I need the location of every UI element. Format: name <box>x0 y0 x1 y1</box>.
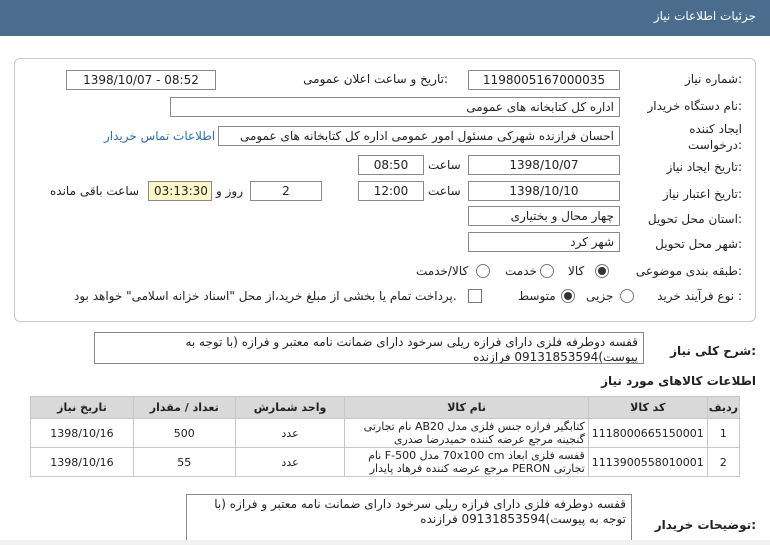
cell-row: 1 <box>707 419 739 448</box>
summary-label: شرح کلی نیاز: <box>670 344 756 358</box>
requester-label-line1: ایجاد کننده <box>689 122 742 136</box>
cell-code: 1118000665150001 <box>588 419 707 448</box>
announce-datetime-label: تاریخ و ساعت اعلان عمومی: <box>303 72 448 86</box>
remaining-label: ساعت باقی مانده <box>50 184 140 198</box>
category-label: طبقه بندی موضوعی: <box>635 264 742 278</box>
process-option-medium: متوسط <box>518 289 556 303</box>
process-radio-minor[interactable] <box>620 289 634 303</box>
validity-date-label: تاریخ اعتبار نیاز: <box>662 187 742 201</box>
requester-field[interactable]: احسان فرازنده شهرکی مسئول امور عمومی اداره کل کتابخانه های عمومی <box>218 126 620 146</box>
cell-name: قفسه فلزی ابعاد 70x100 cm مدل F-500 نام تجارتی PERON مرجع عرضه کننده فرهاد پایدار <box>345 448 588 477</box>
remaining-time-field: 03:13:30 <box>148 181 212 201</box>
cell-name: کتابگیر فرازه جنس فلزی مدل AB20 نام تجارتی گنجینه مرجع عرضه کننده حمیدرضا صدری <box>345 419 588 448</box>
buyer-notes-label: توضیحات خریدار: <box>654 518 756 532</box>
treasury-text: پرداخت تمام یا بخشی از مبلغ خرید،از محل "اسناد خزانه اسلامی" خواهد بود. <box>74 289 457 303</box>
process-option-minor: جزیی <box>586 289 614 303</box>
col-qty: تعداد / مقدار <box>133 397 235 419</box>
process-label: نوع فرآیند خرید : <box>657 289 742 303</box>
created-time-label: ساعت <box>428 158 461 172</box>
validity-date-field[interactable]: 1398/10/10 <box>468 181 620 201</box>
need-number-label: شماره نیاز: <box>684 72 742 86</box>
treasury-checkbox[interactable] <box>468 289 482 303</box>
cell-date: 1398/10/16 <box>31 448 134 477</box>
goods-table-header <box>31 397 740 419</box>
validity-time-field[interactable]: 12:00 <box>358 181 424 201</box>
buyer-org-field[interactable]: اداره کل کتابخانه های عمومی <box>170 97 620 117</box>
header-bar <box>0 0 770 36</box>
province-label: استان محل تحویل: <box>647 212 742 226</box>
col-name: نام کالا <box>345 397 588 419</box>
col-code: کد کالا <box>588 397 707 419</box>
cell-date: 1398/10/16 <box>31 419 134 448</box>
process-radio-medium[interactable] <box>561 289 575 303</box>
cell-code: 1113900558010001 <box>588 448 707 477</box>
page-title: جزئیات اطلاعات نیاز <box>653 9 756 23</box>
category-radio-goods[interactable] <box>595 264 609 278</box>
summary-field: قفسه دوطرفه فلزی دارای فرازه ریلی سرخود دارای ضمانت نامه معتبر و فرازه (با توجه به پیوست)09131853594 فرازنده <box>94 332 644 364</box>
category-radio-service[interactable] <box>540 264 554 278</box>
goods-table <box>30 396 740 477</box>
need-number-field[interactable]: 1198005167000035 <box>468 70 620 90</box>
days-label: روز و <box>216 184 243 198</box>
province-field[interactable]: چهار محال و بختیاری <box>468 206 620 226</box>
cell-qty: 500 <box>133 419 235 448</box>
category-option-goods: کالا <box>568 264 585 278</box>
cell-unit: عدد <box>235 448 345 477</box>
buyer-contact-link[interactable]: اطلاعات تماس خریدار <box>104 129 216 143</box>
bottom-divider <box>0 540 770 545</box>
requester-label-line2: درخواست: <box>688 138 742 152</box>
table-row <box>31 448 740 477</box>
validity-days-field[interactable]: 2 <box>250 181 322 201</box>
created-date-label: تاریخ ایجاد نیاز: <box>666 160 742 174</box>
col-row: ردیف <box>707 397 739 419</box>
table-row <box>31 419 740 448</box>
cell-qty: 55 <box>133 448 235 477</box>
col-unit: واحد شمارش <box>235 397 345 419</box>
cell-unit: عدد <box>235 419 345 448</box>
category-option-goods-service: کالا/خدمت <box>416 264 469 278</box>
created-date-field[interactable]: 1398/10/07 <box>468 155 620 175</box>
category-radio-goods-service[interactable] <box>476 264 490 278</box>
buyer-org-label: نام دستگاه خریدار: <box>647 99 742 113</box>
announce-datetime-field[interactable]: 1398/10/07 - 08:52 <box>66 70 216 90</box>
goods-section-title: اطلاعات کالاهای مورد نیاز <box>601 374 756 388</box>
city-field[interactable]: شهر کرد <box>468 232 620 252</box>
created-time-field[interactable]: 08:50 <box>358 155 424 175</box>
buyer-notes-field: قفسه دوطرفه فلزی دارای فرازه ریلی سرخود دارای ضمانت نامه معتبر و فرازه (با توجه به پیوست)09131853594 فرازنده <box>186 494 632 542</box>
cell-row: 2 <box>707 448 739 477</box>
category-option-service: خدمت <box>505 264 537 278</box>
city-label: شهر محل تحویل: <box>655 237 742 251</box>
validity-time-label: ساعت <box>428 184 461 198</box>
col-date: تاریخ نیاز <box>31 397 134 419</box>
